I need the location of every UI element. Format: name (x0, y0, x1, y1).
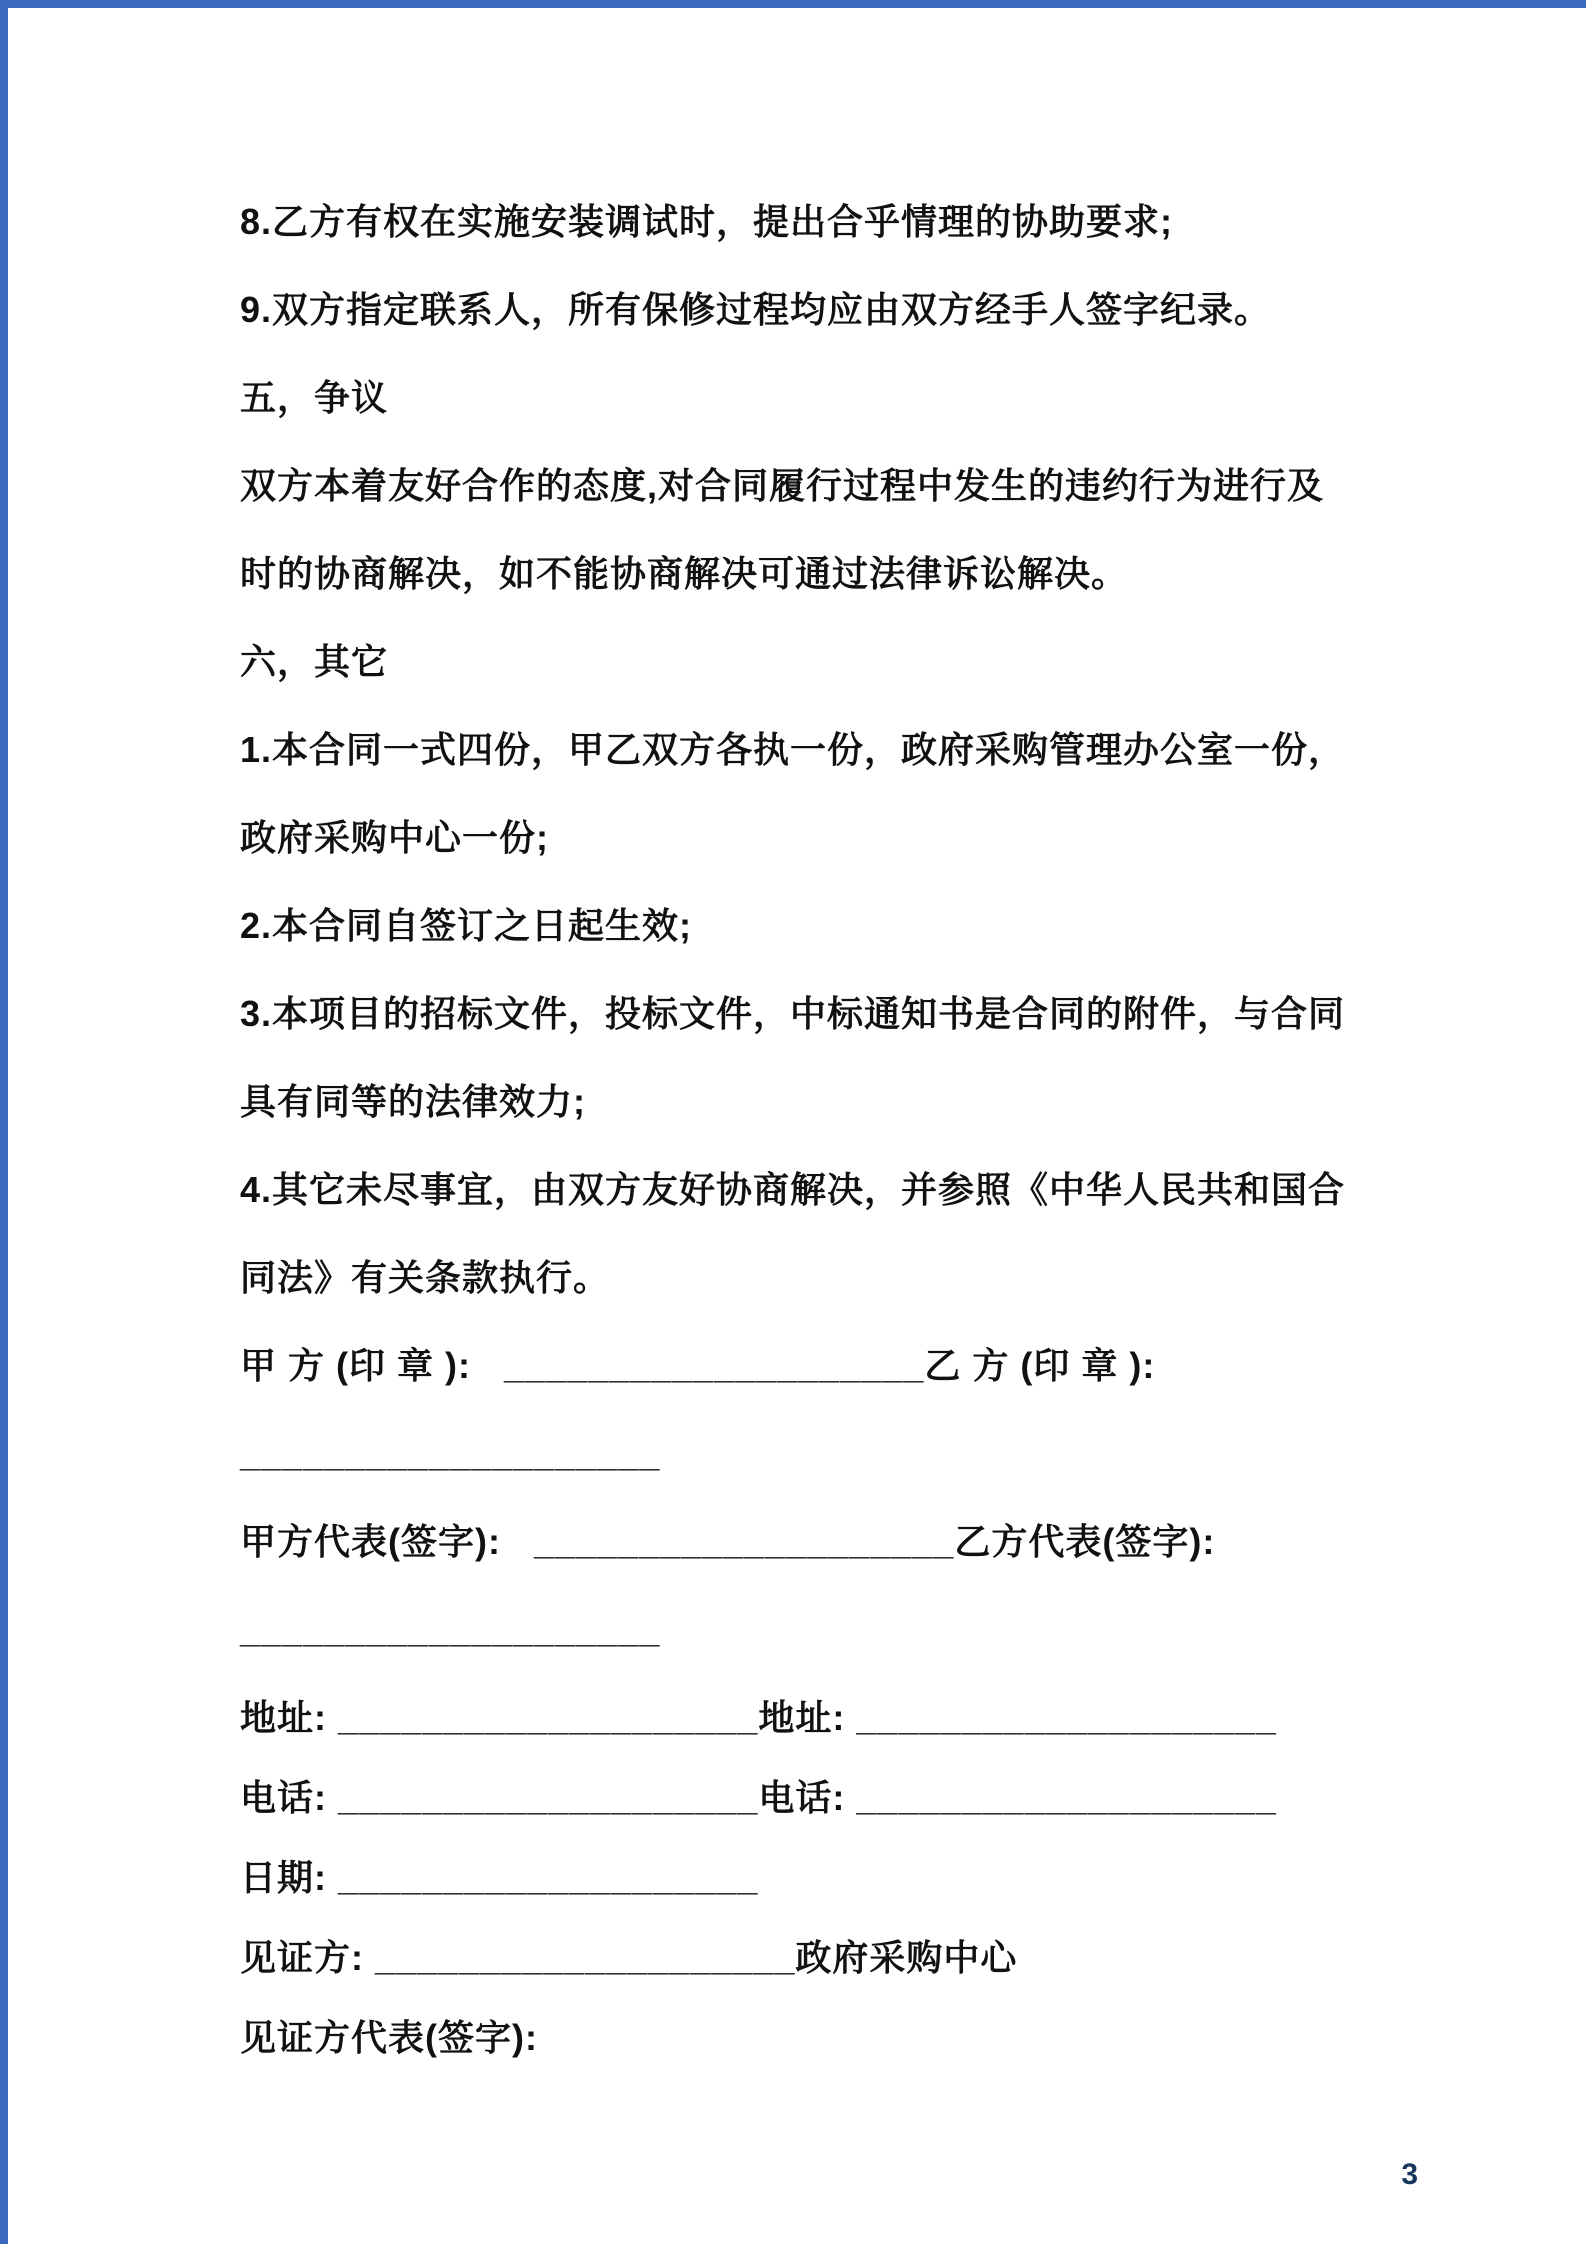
section-heading: 五，争议 (240, 377, 389, 418)
clause-line: 4.其它未尽事宜，由双方友好协商解决，并参照《中华人民共和国合 (240, 1169, 1346, 1210)
clause-line: 时的协商解决，如不能协商解决可通过法律诉讼解决。 (240, 553, 1129, 594)
signature-blank-line: ____________________ (240, 1433, 661, 1474)
clause-line: 9.双方指定联系人，所有保修过程均应由双方经手人签字纪录。 (240, 289, 1272, 330)
section-heading: 六，其它 (240, 641, 389, 682)
signature-line-party-a-rep: 甲方代表(签字): ____________________乙方代表(签字): (240, 1521, 1216, 1562)
page-border-top (0, 0, 1586, 8)
page-border-left (0, 0, 8, 2244)
witness-line: 见证方: ____________________政府采购中心 (240, 1937, 1018, 1978)
clause-line: 8.乙方有权在实施安装调试时，提出合乎情理的协助要求; (240, 201, 1174, 242)
date-line: 日期: ____________________ (240, 1857, 759, 1898)
clause-line: 双方本着友好合作的态度,对合同履行过程中发生的违约行为进行及 (240, 465, 1325, 506)
page-number: 3 (1401, 2158, 1418, 2191)
signature-blank-line: ____________________ (240, 1609, 661, 1650)
phone-line: 电话: ____________________电话: ____________________ (240, 1777, 1277, 1818)
contract-body (240, 196, 1370, 2092)
clause-line: 1.本合同一式四份，甲乙双方各执一份，政府采购管理办公室一份， (240, 729, 1346, 770)
clause-line: 3.本项目的招标文件，投标文件，中标通知书是合同的附件，与合同 (240, 993, 1346, 1034)
clause-line: 政府采购中心一份; (240, 817, 549, 858)
witness-rep-line: 见证方代表(签字): (240, 2017, 538, 2058)
signature-line-party-a-seal: 甲 方 (印 章 ): ____________________乙 方 (印 章 ): (240, 1345, 1156, 1386)
clause-line: 2.本合同自签订之日起生效; (240, 905, 693, 946)
clause-line: 具有同等的法律效力; (240, 1081, 586, 1122)
address-line: 地址: ____________________地址: ____________________ (240, 1697, 1277, 1738)
clause-line: 同法》有关条款执行。 (240, 1257, 611, 1298)
